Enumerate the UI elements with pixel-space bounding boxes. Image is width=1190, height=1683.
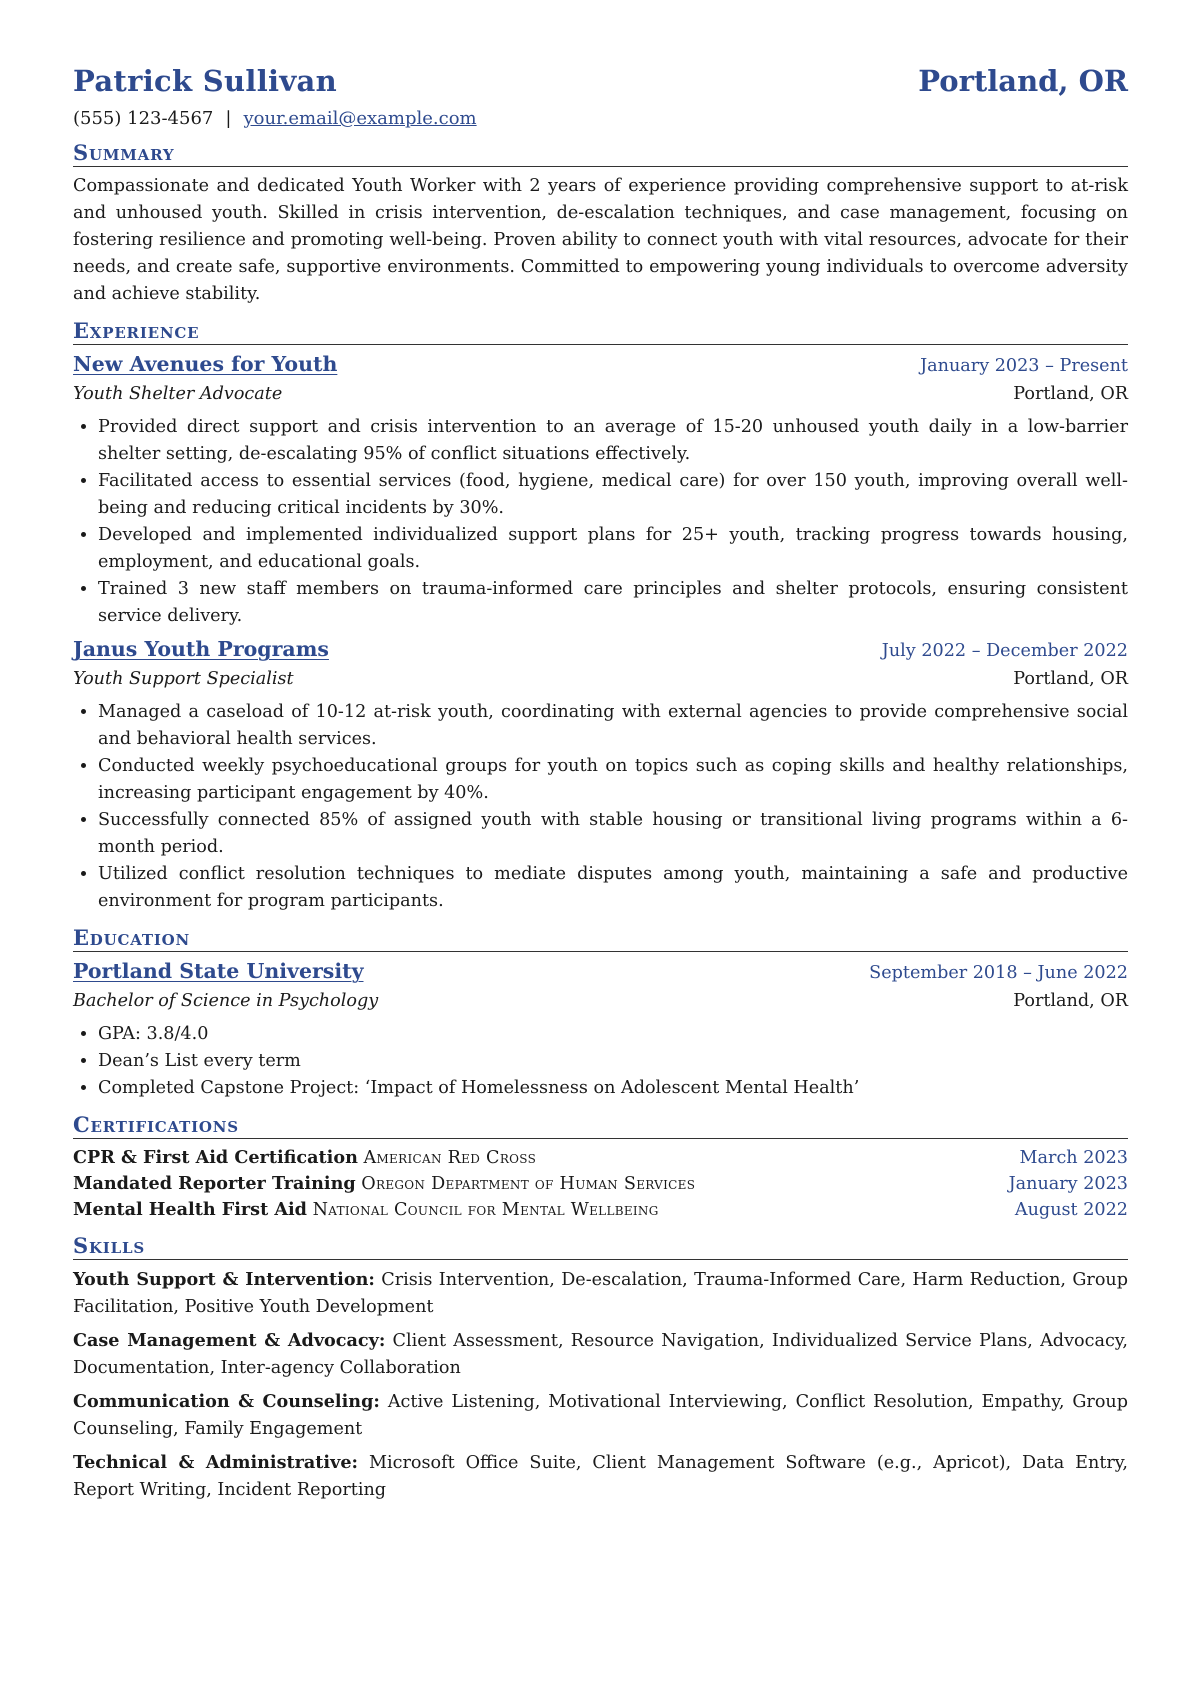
skill-list: Microsoft Office Suite, Client Management Software (e.g., Apricot), Data Entry, Report Writing, Incident Reporting (73, 1453, 1129, 1500)
degree-title: Bachelor of Science in Psychology (73, 991, 379, 1011)
phone-number: (555) 123-4567 (73, 108, 214, 129)
education-list (73, 957, 1128, 1102)
certification-name: Mandated Reporter Training (73, 1173, 356, 1194)
skill-category: Technical & Administrative: (73, 1452, 359, 1473)
email-link[interactable]: your.email@example.com (243, 108, 477, 129)
skill-group (73, 1449, 1128, 1504)
bullet-item: • Successfully connected 85% of assigned youth with stable housing or transitional living programs within a 6-month period. (98, 807, 1128, 861)
certification-date: January 2023 (1008, 1174, 1128, 1194)
bullet-list (73, 1021, 1128, 1102)
bullet-item: • Utilized conflict resolution techniques to mediate disputes among youth, maintaining a safe and productive environment for program participants. (98, 861, 1128, 915)
organization-link[interactable]: New Avenues for Youth (73, 352, 338, 376)
date-range: January 2023 – Present (920, 356, 1128, 376)
bullet-item: • Dean’s List every term (98, 1048, 1128, 1075)
education-entry (73, 957, 1128, 1102)
certification-issuer: National Council for Mental Wellbeing (312, 1200, 659, 1220)
bullet-item: • Trained 3 new staff members on trauma-informed care principles and shelter protocols, ensuring consistent service delivery. (98, 576, 1128, 630)
experience-entry (73, 635, 1128, 915)
job-title: Youth Support Specialist (73, 669, 294, 689)
section-title-education: Education (73, 925, 1128, 952)
bullet-item: • Completed Capstone Project: ‘Impact of Homelessness on Adolescent Mental Health’ (98, 1075, 1128, 1102)
resume-content (73, 64, 1128, 1510)
section-title-summary: Summary (73, 140, 1128, 167)
section-title-certifications: Certifications (73, 1112, 1128, 1139)
skill-list: Active Listening, Motivational Interviewing, Conflict Resolution, Empathy, Group Counseling, Family Engagement (73, 1392, 1129, 1439)
certification-date: August 2022 (1014, 1200, 1128, 1220)
skill-category: Communication & Counseling: (73, 1391, 380, 1412)
bullet-item: • Managed a caseload of 10-12 at-risk youth, coordinating with external agencies to provide comprehensive social and behavioral health services. (98, 699, 1128, 753)
bullet-item: • Facilitated access to essential services (food, hygiene, medical care) for over 150 youth, improving overall well-being and reducing critical incidents by 30%. (98, 468, 1128, 522)
certification-left (73, 1171, 695, 1197)
experience-list (73, 350, 1128, 915)
entry-subheader (73, 380, 1128, 408)
entry-location: Portland, OR (1013, 669, 1128, 689)
certification-row (73, 1171, 1128, 1197)
skill-list: Crisis Intervention, De-escalation, Trauma-Informed Care, Harm Reduction, Group Facilitation, Positive Youth Development (73, 1270, 1129, 1317)
contact-separator: | (225, 108, 232, 129)
certification-row (73, 1145, 1128, 1171)
candidate-name: Patrick Sullivan (73, 64, 337, 98)
organization-link[interactable]: Portland State University (73, 959, 364, 983)
skill-list: Client Assessment, Resource Navigation, Individualized Service Plans, Advocacy, Documentation, Inter-agency Collaboration (73, 1331, 1128, 1378)
certification-left (73, 1197, 659, 1223)
bullet-list (73, 699, 1128, 915)
date-range: July 2022 – December 2022 (881, 641, 1128, 661)
skill-group (73, 1388, 1128, 1443)
certification-row (73, 1197, 1128, 1223)
certification-left (73, 1145, 536, 1171)
job-title: Youth Shelter Advocate (73, 384, 283, 404)
organization-link[interactable]: Janus Youth Programs (73, 637, 329, 661)
skills-list (73, 1266, 1128, 1504)
skill-group (73, 1327, 1128, 1382)
bullet-list (73, 414, 1128, 630)
entry-header (73, 350, 1128, 380)
entry-location: Portland, OR (1013, 991, 1128, 1011)
entry-header (73, 635, 1128, 665)
certification-date: March 2023 (1019, 1148, 1128, 1168)
entry-location: Portland, OR (1013, 384, 1128, 404)
bullet-item: • Developed and implemented individualized support plans for 25+ youth, tracking progress towards housing, employment, and educational goals. (98, 522, 1128, 576)
skill-category: Case Management & Advocacy: (73, 1330, 386, 1351)
section-title-skills: Skills (73, 1233, 1128, 1260)
bullet-item: • GPA: 3.8/4.0 (98, 1021, 1128, 1048)
experience-entry (73, 350, 1128, 630)
skill-category: Youth Support & Intervention: (73, 1269, 375, 1290)
date-range: September 2018 – June 2022 (869, 963, 1128, 983)
entry-header (73, 957, 1128, 987)
summary-text: Compassionate and dedicated Youth Worker with 2 years of experience providing comprehensive support to at-risk and unhoused youth. Skilled in crisis intervention, de-escalation techniques, and case management, focusing on fostering resilience and promoting well-being. Proven ability to connect youth with vital resources, advocate for their needs, and create safe, supportive environments. Committed to empowering young individuals to overcome adversity and achieve stability. (73, 176, 1128, 304)
certification-issuer: Oregon Department of Human Services (361, 1174, 696, 1194)
bullet-item: • Conducted weekly psychoeducational groups for youth on topics such as coping skills and healthy relationships, increasing participant engagement by 40%. (98, 753, 1128, 807)
section-title-experience: Experience (73, 318, 1128, 345)
certification-list (73, 1145, 1128, 1223)
resume-header (73, 64, 1128, 98)
entry-subheader (73, 665, 1128, 693)
contact-line (73, 108, 1128, 130)
skill-group (73, 1266, 1128, 1321)
certification-name: Mental Health First Aid (73, 1199, 307, 1220)
certification-name: CPR & First Aid Certification (73, 1147, 358, 1168)
entry-subheader (73, 987, 1128, 1015)
bullet-item: • Provided direct support and crisis intervention to an average of 15-20 unhoused youth daily in a low-barrier shelter setting, de-escalating 95% of conflict situations effectively. (98, 414, 1128, 468)
certification-issuer: American Red Cross (363, 1148, 537, 1168)
header-location: Portland, OR (918, 64, 1128, 98)
